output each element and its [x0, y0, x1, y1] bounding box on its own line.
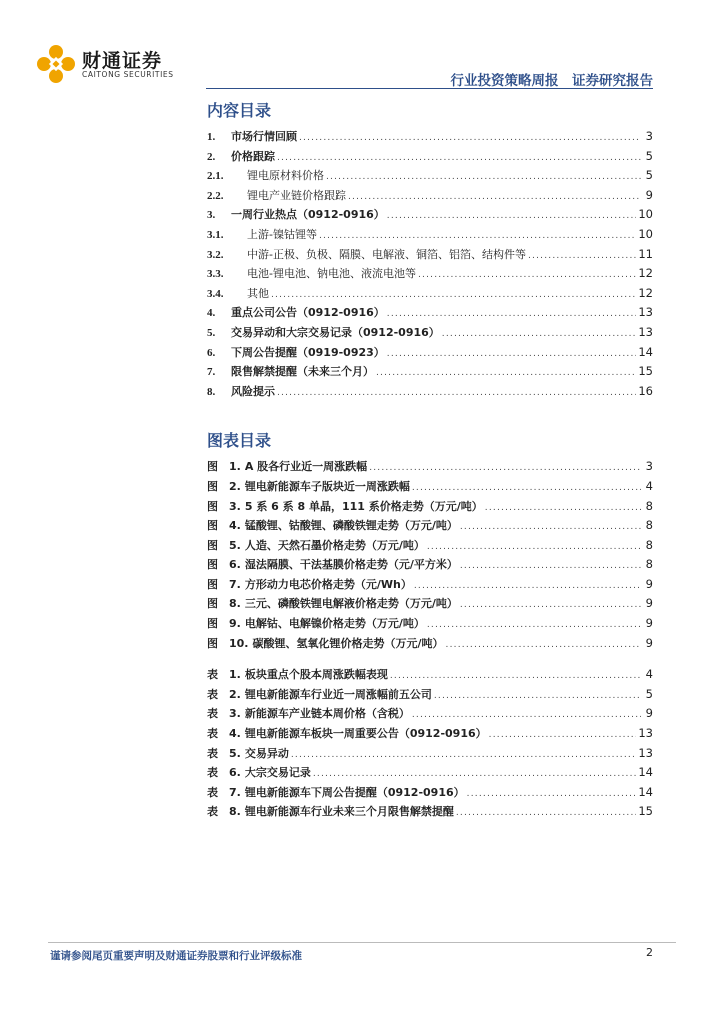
figure-entry[interactable]	[207, 498, 653, 518]
toc-entry-page: 12	[638, 285, 653, 300]
dot-leader	[299, 133, 641, 143]
toc-entry-number: 2.	[207, 150, 216, 163]
toc-entry[interactable]	[207, 128, 653, 148]
toc-entry[interactable]	[207, 206, 653, 226]
table-entry[interactable]	[207, 803, 653, 823]
figure-entry-title: 锰酸锂、钴酸锂、磷酸铁锂走势（万元/吨）	[244, 519, 458, 533]
dot-leader	[427, 620, 641, 630]
dot-leader	[485, 503, 641, 513]
dot-leader	[412, 483, 641, 493]
figure-entry-prefix: 图	[207, 636, 218, 650]
figure-entry-number: 9.	[229, 617, 241, 631]
toc-entry-title: 市场行情回顾	[231, 130, 297, 143]
toc-entry[interactable]	[207, 265, 653, 285]
toc-entry-number: 4.	[207, 307, 216, 320]
figure-entry-title: 湿法隔膜、干法基膜价格走势（元/平方米）	[244, 558, 458, 572]
table-entry-title: 锂电新能源车板块一周重要公告（0912-0916）	[244, 727, 487, 741]
toc-entry-title: 其他	[247, 286, 269, 300]
table-entry-title: 大宗交易记录	[244, 766, 311, 780]
figure-entry-page: 3	[645, 459, 653, 474]
header-divider	[206, 88, 653, 89]
table-entry-title: 锂电新能源车行业近一周涨幅前五公司	[244, 687, 432, 701]
table-entry-page: 5	[645, 686, 653, 701]
dot-leader	[369, 463, 641, 473]
toc-entry-title: 下周公告提醒（0919-0923）	[231, 345, 385, 359]
dot-leader	[348, 192, 641, 202]
footer-disclaimer: 谨请参阅尾页重要声明及财通证券股票和行业评级标准	[50, 950, 302, 962]
toc-entry[interactable]	[207, 383, 653, 403]
figure-entry[interactable]	[207, 478, 653, 498]
dot-leader	[376, 368, 636, 378]
figure-entry[interactable]	[207, 576, 653, 596]
toc-entry-title: 风险提示	[231, 384, 275, 398]
figure-entry-number: 8.	[229, 597, 241, 611]
table-entry-prefix: 表	[207, 687, 218, 701]
table-entry[interactable]	[207, 705, 653, 725]
table-entry-number: 3.	[229, 707, 241, 721]
figure-entry-title: 方形动力电芯价格走势（元/Wh）	[244, 577, 412, 591]
dot-leader	[528, 251, 636, 261]
figure-entry-page: 8	[645, 557, 653, 572]
table-entry-prefix: 表	[207, 727, 218, 741]
figure-entry-prefix: 图	[207, 617, 218, 631]
figure-entry-prefix: 图	[207, 519, 218, 533]
toc-entry[interactable]	[207, 167, 653, 187]
dot-leader	[326, 172, 641, 182]
toc-entry-number: 5.	[207, 326, 216, 339]
figure-entry-number: 1.	[229, 460, 241, 474]
dot-leader	[434, 691, 641, 701]
table-entry-page: 13	[638, 745, 653, 760]
toc-entry-number: 8.	[207, 385, 216, 398]
figure-entry[interactable]	[207, 537, 653, 557]
table-entry-page: 15	[638, 804, 653, 819]
table-entry-prefix: 表	[207, 805, 218, 819]
table-entry-page: 9	[645, 706, 653, 721]
figure-entry-prefix: 图	[207, 597, 218, 611]
figure-entry-page: 9	[645, 596, 653, 611]
dot-leader	[387, 309, 637, 319]
table-entry[interactable]	[207, 686, 653, 706]
figure-entry-number: 7.	[229, 577, 241, 591]
figure-entry-title: 人造、天然石墨价格走势（万元/吨）	[244, 538, 425, 552]
dot-leader	[460, 522, 641, 532]
figure-entry-page: 8	[645, 537, 653, 552]
figure-index	[207, 430, 653, 654]
figure-entry-number: 2.	[229, 479, 241, 493]
toc-title: 内容目录	[207, 101, 272, 120]
figure-entry-title: 5 系 6 系 8 单晶，111 系价格走势（万元/吨）	[244, 499, 483, 513]
caitong-logo-icon	[36, 44, 76, 84]
figure-entry-prefix: 图	[207, 577, 218, 591]
table-entry-number: 5.	[229, 746, 241, 760]
toc-entry-number: 7.	[207, 366, 216, 379]
toc-entry-title: 电池-锂电池、钠电池、液流电池等	[247, 267, 416, 281]
table-entry-page: 14	[638, 784, 653, 799]
toc-entry-number: 2.2.	[207, 189, 224, 202]
figure-entry-title: 碳酸锂、氢氧化锂价格走势（万元/吨）	[252, 636, 444, 650]
toc-entry[interactable]	[207, 344, 653, 364]
dot-leader	[467, 789, 637, 799]
table-entry-number: 8.	[229, 805, 241, 819]
dot-leader	[271, 290, 636, 300]
table-entry-number: 4.	[229, 727, 241, 741]
dot-leader	[387, 211, 637, 221]
dot-leader	[456, 808, 637, 818]
toc-entry-page: 13	[638, 305, 653, 320]
toc-entry-page: 3	[645, 129, 653, 143]
table-entry-page: 4	[645, 667, 653, 682]
figure-entry-page: 4	[645, 478, 653, 493]
figure-entry-prefix: 图	[207, 460, 218, 474]
toc-entry-title: 一周行业热点（0912-0916）	[231, 208, 385, 222]
toc-entry-title: 限售解禁提醒（未来三个月）	[231, 365, 374, 379]
toc-entry-page: 10	[638, 207, 653, 222]
dot-leader	[412, 710, 641, 720]
table-entry-prefix: 表	[207, 668, 218, 682]
toc-entry-number: 3.1.	[207, 228, 224, 241]
table-entry-prefix: 表	[207, 785, 218, 799]
toc-entry-page: 5	[645, 168, 653, 183]
table-list	[207, 666, 653, 823]
footer-divider	[48, 942, 676, 943]
toc-entry[interactable]	[207, 226, 653, 246]
toc-entry-page: 15	[638, 364, 653, 379]
table-entry-title: 锂电新能源车行业未来三个月限售解禁提醒	[244, 805, 454, 819]
figure-entry-number: 10.	[229, 636, 249, 650]
figure-entry-page: 9	[645, 616, 653, 631]
dot-leader	[277, 388, 636, 398]
figure-entry[interactable]	[207, 595, 653, 615]
table-entry[interactable]	[207, 725, 653, 745]
company-logo	[36, 44, 196, 84]
table-entry-number: 6.	[229, 766, 241, 780]
toc-entry[interactable]	[207, 148, 653, 168]
toc-entry-page: 12	[638, 266, 653, 281]
toc-entry-number: 2.1.	[207, 170, 224, 183]
toc-entry-title: 交易异动和大宗交易记录（0912-0916）	[231, 325, 440, 339]
company-name-cn: 财通证券	[82, 50, 163, 72]
table-entry-page: 14	[638, 765, 653, 780]
figure-entry-prefix: 图	[207, 479, 218, 493]
dot-leader	[442, 329, 637, 339]
table-entry-title: 板块重点个股本周涨跌幅表现	[244, 668, 388, 682]
table-entry[interactable]	[207, 745, 653, 765]
figure-entry-prefix: 图	[207, 558, 218, 572]
toc-entry-number: 3.	[207, 209, 216, 222]
dot-leader	[414, 581, 641, 591]
dot-leader	[390, 671, 641, 681]
toc-entry-page: 13	[638, 324, 653, 339]
toc-entry-title: 上游-镍钴锂等	[247, 227, 317, 241]
toc-entry-title: 价格跟踪	[231, 149, 275, 163]
table-entry[interactable]	[207, 666, 653, 686]
toc-entry-title: 锂电原材料价格	[247, 169, 324, 183]
figure-entry-number: 4.	[229, 519, 241, 533]
dot-leader	[460, 600, 641, 610]
table-index	[207, 666, 653, 823]
figure-entry[interactable]	[207, 615, 653, 635]
figure-entry-prefix: 图	[207, 538, 218, 552]
table-entry-number: 2.	[229, 687, 241, 701]
figure-entry-page: 8	[645, 498, 653, 513]
toc-list	[207, 128, 653, 402]
figure-entry[interactable]	[207, 517, 653, 537]
table-entry-prefix: 表	[207, 746, 218, 760]
figure-entry-number: 5.	[229, 538, 241, 552]
company-name-en: CAITONG SECURITIES	[82, 70, 174, 79]
report-type: 行业投资策略周报 证券研究报告	[450, 73, 653, 89]
toc-entry-number: 3.4.	[207, 287, 224, 300]
figure-entry-page: 9	[645, 635, 653, 650]
toc-entry-page: 16	[638, 383, 653, 398]
dot-leader	[291, 750, 637, 760]
table-entry-title: 交易异动	[244, 746, 289, 760]
toc-entry[interactable]	[207, 187, 653, 207]
figure-index-title: 图表目录	[207, 431, 272, 451]
toc-entry-page: 9	[645, 187, 653, 202]
figure-entry-page: 9	[645, 576, 653, 591]
table-entry-title: 新能源车产业链本周价格（含税）	[244, 707, 410, 721]
figure-list	[207, 458, 653, 654]
figure-entry-number: 3.	[229, 499, 241, 513]
toc-entry-number: 1.	[207, 131, 216, 143]
toc-entry-title: 重点公司公告（0912-0916）	[231, 306, 385, 320]
table-entry-title: 锂电新能源车下周公告提醒（0912-0916）	[244, 785, 465, 799]
toc-entry-number: 3.2.	[207, 248, 224, 261]
table-entry[interactable]	[207, 764, 653, 784]
table-entry-page: 13	[638, 726, 653, 741]
table-entry-prefix: 表	[207, 766, 218, 780]
page-header	[0, 0, 724, 92]
figure-entry-prefix: 图	[207, 499, 218, 513]
figure-entry[interactable]	[207, 458, 653, 478]
table-entry-number: 7.	[229, 785, 241, 799]
figure-entry-title: A 股各行业近一周涨跌幅	[244, 460, 368, 474]
toc-entry-page: 10	[638, 226, 653, 241]
dot-leader	[387, 349, 637, 359]
figure-entry-title: 电解钴、电解镍价格走势（万元/吨）	[244, 617, 425, 631]
toc-entry[interactable]	[207, 285, 653, 305]
dot-leader	[418, 270, 636, 280]
figure-entry[interactable]	[207, 556, 653, 576]
table-entry-number: 1.	[229, 668, 241, 682]
toc-entry-page: 11	[638, 246, 653, 261]
table-entry[interactable]	[207, 784, 653, 804]
table-entry-prefix: 表	[207, 707, 218, 721]
toc-entry-title: 中游-正极、负极、隔膜、电解液、铜箔、铝箔、结构件等	[247, 247, 526, 261]
figure-entry[interactable]	[207, 635, 653, 655]
dot-leader	[489, 730, 637, 740]
figure-entry-title: 锂电新能源车子版块近一周涨跌幅	[244, 479, 410, 493]
dot-leader	[460, 561, 641, 571]
figure-entry-number: 6.	[229, 558, 241, 572]
dot-leader	[277, 153, 641, 163]
toc-entry-page: 5	[645, 148, 653, 163]
toc-entry[interactable]	[207, 324, 653, 344]
dot-leader	[427, 542, 641, 552]
toc-entry[interactable]	[207, 304, 653, 324]
toc-entry[interactable]	[207, 363, 653, 383]
toc-entry-page: 14	[638, 344, 653, 359]
dot-leader	[446, 640, 641, 650]
toc-entry[interactable]	[207, 246, 653, 266]
figure-entry-title: 三元、磷酸铁锂电解液价格走势（万元/吨）	[244, 597, 458, 611]
toc-entry-number: 6.	[207, 346, 216, 359]
dot-leader	[313, 769, 637, 779]
toc-entry-number: 3.3.	[207, 268, 224, 281]
toc-entry-title: 锂电产业链价格跟踪	[247, 188, 346, 202]
table-of-contents	[207, 100, 653, 823]
dot-leader	[319, 231, 636, 241]
page-number: 2	[646, 946, 653, 959]
figure-entry-page: 8	[645, 518, 653, 533]
